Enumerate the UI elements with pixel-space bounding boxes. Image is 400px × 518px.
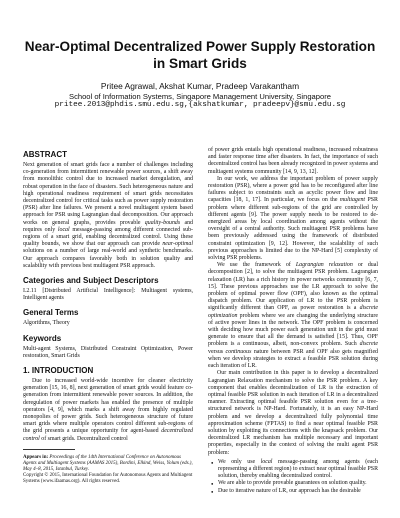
intro-paragraph-2 <box>208 176 378 262</box>
categories-text: I.2.11 [Distributed Artificial Intelligence]: Multiagent systems, Intelligent agents <box>23 288 193 302</box>
general-terms-text: Algorithms, Theory <box>23 320 70 327</box>
paragraph-part: or dual decomposition [2], to solve the multiagent PSR problem. Lagrangian relaxation (LR) has a rich history in power networks community [6, 7, 15]. These previous approaches use the LR approach to solve the problem of optimal power flow (OPF), also known as the optimal dispatch problem. Our application of LR to the PSR problem is significantly different than OPF, as power restoration is a <box>208 262 378 312</box>
list-item: ● Due to iterative nature of LR, our approach has the desirable <box>218 488 378 495</box>
paragraph-emphasis: discrete <box>359 341 378 348</box>
list-item-part: message-passing among agents (each representing a different region) to extract near optimal feasible PSR solution, thereby enabling decentralized control. <box>218 458 378 480</box>
footnote-text <box>23 455 193 485</box>
paragraph-emphasis: continuous <box>225 348 252 355</box>
intro-part: of smart grids. Decentralized control <box>39 435 128 442</box>
paragraph-part: problem where we are changing the underlying structure of active power lines in the network. The OPF problem is concerned with deciding how much power each generation unit in the grid must generate to ensure that all the demand is satisfied [15]. Thus, OPF problem is a continuous, albeit, non-convex problem. Such <box>208 312 378 348</box>
abstract-emphasis: near-optimal <box>162 241 193 248</box>
intro-emphasis: decentralized control <box>23 428 193 442</box>
author-names: Pritee Agrawal, Akshat Kumar, Pradeep Varakantham <box>100 81 300 91</box>
affiliation: School of Information Systems, Singapore Management University, Singapore <box>69 92 331 101</box>
paragraph-part: nature between PSR and OPF also gets magnified when we develop strategies to extract a feasible PSR solution during each iteration of LR. <box>208 348 378 370</box>
abstract-part: solutions on a number of large real-world and synthetic benchmarks. Our approach compares favorably both in solution quality and scalability with previous best multiagent PSR approach. <box>23 248 193 269</box>
author-block <box>20 82 380 110</box>
list-item: ● We are able to provide provable guarantees on solution quality. <box>218 480 378 487</box>
abstract-part: and requires only <box>23 219 193 233</box>
introduction-text <box>23 378 193 443</box>
abstract-part: message-passing among different connected sub-regions of a smart grid, enabling decentralized control. Using these quality bounds, we show that our approach can provide <box>23 226 193 248</box>
intro-paragraph-4: Our main contribution in this paper is to develop a decentralized Lagrangian Relaxation mechanism to solve the PSR problem. A key component that enables decentralization of LR is the extraction of optimal feasible PSR solution in each iteration of LR in a decentralized manner. Extracting optimal feasible PSR solution even for a tree-structured network is NP-Hard. Fortunately, it is an easy NP-Hard problem and we develop a decentralized fully polynomial time approximation scheme (FPTAS) to find a near optimal feasible PSR solution by exploiting its connections with the knapsack problem. Our decentralized LR mechanism has multiple necessary and important properties, especially in the context of solving the multi agent PSR problem: <box>208 370 378 456</box>
paragraph-emphasis: Lagrangian relaxation <box>295 262 353 269</box>
keywords-text: Multi-agent Systems, Distributed Constraint Optimization, Power restoration, Smart Grids <box>23 345 193 359</box>
abstract-part: Next generation of smart grids face a number of challenges including co-generation from intermittent renewable power sources, a shift away from monolithic control due to increased market deregulation, and robust operation in the face of disasters. Such heterogeneous nature and high operational readiness requirement of smart grids necessitates decentralized control for critical tasks such as power supply restoration (PSR) after line failures. We present a novel multiagent system based approach for PSR using Lagrangian dual decomposition. Our approach works on general graphs, provides provable <box>23 162 193 226</box>
left-column <box>23 150 193 490</box>
footnote-copyright: Copyright © 2015, International Foundation for Autonomous Agents and Multiagent Systems (www.ifaamas.org). All rights reserved. <box>23 472 193 484</box>
introduction-heading: 1. INTRODUCTION <box>23 366 94 376</box>
right-column <box>208 147 378 495</box>
paragraph-part: PSR problem where different sub-regions of the grid are controlled by different agents [9]. The power supply needs to be restored to de-energized areas by local coordination among agents without the oversight of a central authority. Such multiagent PSR problems have been previously addressed using the framework of distributed constraint optimization [9, 12]. However, the scalability of such previous approaches is limited due to the NP-Hard [5] complexity of solving PSR problems. <box>208 197 378 262</box>
paragraph-emphasis: discrete optimization <box>208 305 378 319</box>
paragraph-part: In our work, we address the important problem of power supply restoration (PSR), where a power grid has to be reconfigured after line failures subject to constraints such as acyclic power flow and line capacities [18, 1, 17]. In particular, we focus on the <box>208 175 378 204</box>
contribution-list <box>208 459 378 495</box>
abstract-text <box>23 162 193 270</box>
paragraph-emphasis: multiagent <box>339 197 366 204</box>
list-item <box>218 459 378 481</box>
abstract-heading: ABSTRACT <box>23 150 67 159</box>
paragraph-part: We use the framework of <box>217 262 296 269</box>
abstract-emphasis: local <box>57 226 70 233</box>
intro-part: Due to increased world-wide incentive for cleaner electricity generation [15, 16, 8], next generation of smart grids would feature co-generation from intermittent renewable power sources. In addition, the deregulation of power markets has enabled the presence of multiple operators [4, 9], which marks a shift away from highly regulated monopolies of power grids. Such heterogeneous structure of future smart grids where multiple operators control different sub-regions of the grid presents a unique opportunity for agent-based <box>23 378 193 435</box>
keywords-heading: Keywords <box>23 333 62 343</box>
abstract-emphasis: quality-bounds <box>144 219 181 226</box>
footnote-proceedings: Proceedings of the 14th International Conference on Autonomous Agents and Multiagent Systems (AAMAS 2015), Bordini, Elkind, Weiss, Yolum (eds.), May 4–8, 2015, Istanbul, Turkey. <box>23 454 193 472</box>
list-item-part: We only use <box>218 458 261 465</box>
footnote-divider <box>23 449 75 450</box>
paper-title: Near-Optimal Decentralized Power Supply Restoration in Smart Grids <box>24 39 376 71</box>
paragraph-part: versus <box>208 348 226 355</box>
general-terms-heading: General Terms <box>23 308 79 318</box>
footnote-label: Appears in: <box>23 454 50 460</box>
categories-heading: Categories and Subject Descriptors <box>23 276 159 286</box>
list-item-emphasis: local <box>260 458 273 465</box>
intro-paragraph-3 <box>208 262 378 370</box>
author-emails: pritee.2013@phdis.smu.edu.sg,{akshatkumar, pradeepv}@smu.edu.sg <box>54 101 346 109</box>
intro-paragraph-1: of power grids entails high operational readiness, increased robustness and faster response time after disasters. In fact, the importance of such decentralized control has been already recognized in power systems and multiagent systems community [14, 9, 13, 12]. <box>208 147 378 175</box>
